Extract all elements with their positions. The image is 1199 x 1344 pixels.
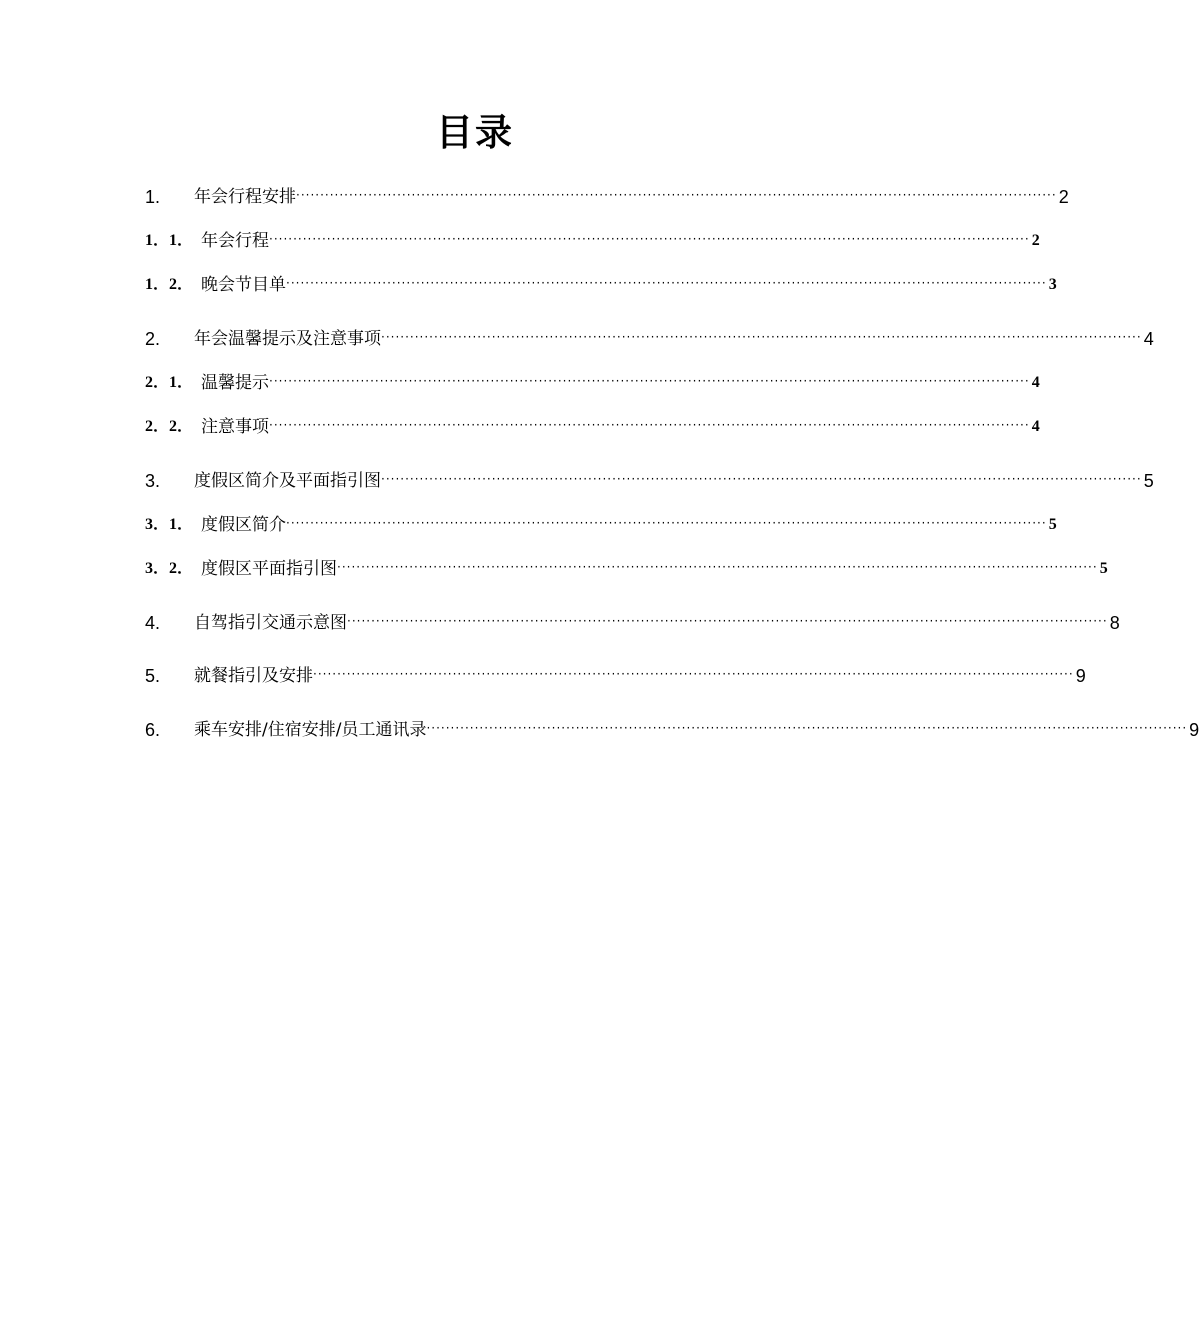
toc-entry-page: 5 <box>1143 471 1154 491</box>
toc-entry-number: 3．1． <box>145 516 194 533</box>
toc-entry-title: 自驾指引交通示意图 <box>194 613 347 633</box>
toc-dot-leader: ······························································································································································ <box>269 374 1030 388</box>
toc-entry-title: 年会行程 <box>201 231 269 251</box>
toc-entry[interactable] <box>145 717 1199 743</box>
toc-dot-leader: ······························································································································································ <box>313 667 1074 681</box>
toc-entry[interactable] <box>145 663 1086 689</box>
toc-dot-leader: ······························································································································································ <box>337 560 1098 574</box>
toc-entry-number: 1. <box>145 187 161 207</box>
toc-entry-number: 2. <box>145 329 161 349</box>
toc-entry-page: 9 <box>1075 666 1086 686</box>
toc-entry[interactable] <box>145 370 1040 396</box>
toc-entry-page: 2 <box>1031 232 1040 249</box>
toc-entry[interactable] <box>145 512 1057 538</box>
toc-entry-page: 2 <box>1058 187 1069 207</box>
toc-entry-number: 5. <box>145 666 161 686</box>
toc-entry[interactable] <box>145 556 1108 582</box>
toc-entry-number: 3．2． <box>145 560 194 577</box>
toc-dot-leader: ······························································································································································ <box>286 516 1047 530</box>
toc-entry-title: 温馨提示 <box>201 373 269 393</box>
toc-entry[interactable] <box>145 326 1154 352</box>
toc-entry-title: 年会温馨提示及注意事项 <box>194 329 381 349</box>
toc-entry[interactable] <box>145 184 1069 210</box>
toc-entry-number: 4. <box>145 613 161 633</box>
toc-dot-leader: ······························································································································································ <box>269 418 1030 432</box>
toc-entry-page: 4 <box>1031 418 1040 435</box>
toc-dot-leader: ······························································································································································ <box>381 472 1142 486</box>
toc-entry-page: 5 <box>1048 516 1057 533</box>
toc-entry-page: 4 <box>1143 329 1154 349</box>
toc-entry-title: 晚会节目单 <box>201 275 286 295</box>
toc-entry-number: 3. <box>145 471 161 491</box>
toc-entry-number: 2．2． <box>145 418 194 435</box>
toc-entry[interactable] <box>145 272 1057 298</box>
toc-entry-number: 1．1． <box>145 232 194 249</box>
toc-entry-number: 6. <box>145 720 161 740</box>
toc-entry-number: 1．2． <box>145 276 194 293</box>
toc-entry-title: 度假区简介 <box>201 515 286 535</box>
toc-entry[interactable] <box>145 414 1040 440</box>
toc-entry-title: 就餐指引及安排 <box>194 666 313 686</box>
toc-entry-number: 2．1． <box>145 374 194 391</box>
table-of-contents <box>145 0 1199 800</box>
toc-dot-leader: ······························································································································································ <box>269 232 1030 246</box>
toc-dot-leader: ······························································································································································ <box>286 276 1047 290</box>
toc-entry-page: 4 <box>1031 374 1040 391</box>
toc-entry-title: 度假区平面指引图 <box>201 559 337 579</box>
toc-entry-page: 3 <box>1048 276 1057 293</box>
toc-entry-title: 年会行程安排 <box>194 187 296 207</box>
toc-entry-title: 度假区简介及平面指引图 <box>194 471 381 491</box>
toc-dot-leader: ······························································································································································ <box>347 614 1108 628</box>
toc-entry-page: 5 <box>1099 560 1108 577</box>
toc-dot-leader: ······························································································································································ <box>426 721 1188 735</box>
toc-dot-leader: ······························································································································································ <box>296 188 1057 202</box>
page-title: 目录 <box>436 111 514 154</box>
toc-entry[interactable] <box>145 468 1154 494</box>
toc-entry-page: 8 <box>1109 613 1120 633</box>
toc-entry[interactable] <box>145 228 1040 254</box>
toc-entry-page: 9 <box>1189 720 1199 740</box>
toc-dot-leader: ······························································································································································ <box>381 330 1142 344</box>
toc-entry-title: 注意事项 <box>201 417 269 437</box>
toc-entry-title: 乘车安排/住宿安排/员工通讯录 <box>194 720 427 740</box>
toc-entry[interactable] <box>145 610 1120 636</box>
